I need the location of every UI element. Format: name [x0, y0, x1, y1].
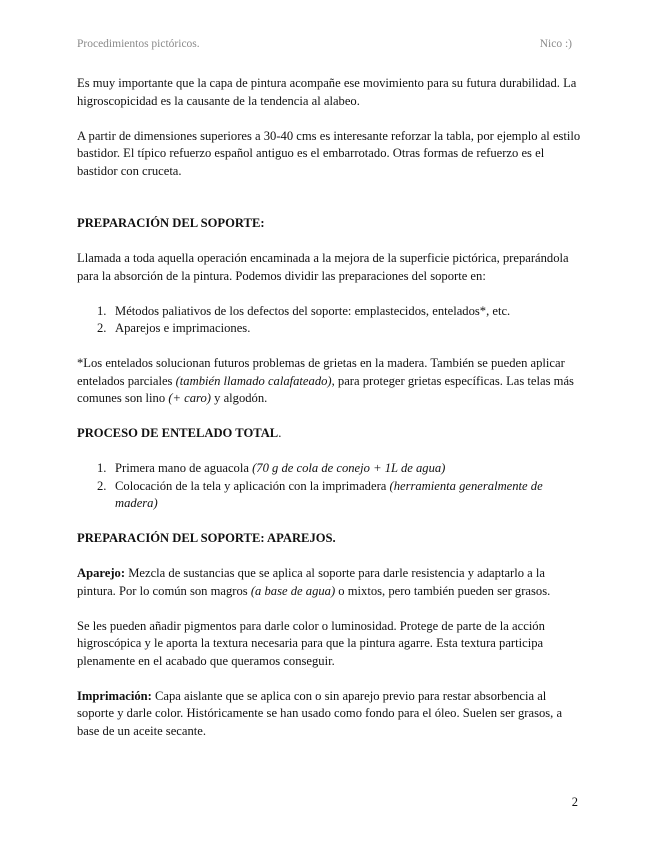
term-imprimacion: Imprimación: — [77, 688, 152, 703]
list-item-italic: (herramienta generalmente de madera) — [115, 478, 543, 510]
list-item-number: 1. — [97, 461, 107, 475]
document-body — [77, 75, 582, 740]
paragraph-entelados-note — [77, 355, 582, 408]
list-preparaciones — [77, 303, 582, 338]
list-item — [77, 478, 582, 513]
list-item-italic: (70 g de cola de conejo + 1L de agua) — [252, 461, 446, 475]
paragraph-aparejo — [77, 565, 582, 600]
imprimacion-text: Capa aislante que se aplica con o sin aparejo previo para restar absorbencia al soporte y darle color. Históricamente se han usado como fondo para el óleo. Suelen ser grasos, a base de un aceite secante. — [77, 688, 563, 738]
list-entelado-steps — [77, 460, 582, 513]
note-text: , para proteger grietas específicas. Las telas más comunes son lino — [77, 373, 574, 405]
heading-suffix: . — [278, 426, 282, 440]
paragraph-pigmentos: Se les pueden añadir pigmentos para darle color o luminosidad. Protege de parte de la acción higroscópica y le aporta la textura necesaria para que la pintura agarre. Esta textura participa plenamente en el acabado que queramos conseguir. — [77, 618, 545, 668]
section-heading-preparacion: PREPARACIÓN DEL SOPORTE: — [77, 216, 265, 230]
list-item-text: Métodos paliativos de los defectos del soporte: emplastecidos, entelados*, etc. — [115, 303, 511, 318]
paragraph-higroscopicity: Es muy importante que la capa de pintura acompañe ese movimiento para su futura durabilidad. La higroscopicidad es la causante de la tendencia al alabeo. — [77, 76, 577, 108]
paragraph-reinforcement: A partir de dimensiones superiores a 30-40 cms es interesante reforzar la tabla, por ejemplo al estilo bastidor. El típico refuerzo español antiguo es el embarrotado. Otras formas de refuerzo es el bastidor con cruceta. — [77, 128, 581, 178]
header-author: Nico :) — [539, 38, 572, 50]
section-heading-aparejos: PREPARACIÓN DEL SOPORTE: APAREJOS. — [77, 531, 336, 545]
list-item — [77, 460, 582, 478]
section-heading-entelado — [77, 425, 582, 443]
note-text: *Los entelados solucionan futuros problemas de grietas en la madera. También se pueden aplicar entelados parciales — [77, 356, 565, 388]
note-text: y algodón. — [210, 391, 268, 405]
aparejo-italic: (a base de agua) — [250, 583, 336, 598]
list-item — [77, 303, 582, 321]
list-item-number: 2. — [97, 478, 107, 493]
list-item-text: Colocación de la tela y aplicación con la imprimadera — [115, 478, 390, 493]
list-item-text: Primera mano de aguacola — [115, 461, 253, 475]
aparejo-text: o mixtos, pero también pueden ser grasos. — [335, 583, 551, 598]
list-item-number: 2. — [97, 321, 107, 335]
list-item — [77, 320, 582, 338]
note-italic-caro: (+ caro) — [168, 391, 211, 405]
list-item-text: Aparejos e imprimaciones. — [115, 321, 251, 335]
header-document-title: Procedimientos pictóricos. — [77, 38, 200, 50]
note-italic-calafateado: (también llamado calafateado) — [175, 373, 332, 388]
list-item-number: 1. — [97, 303, 107, 318]
paragraph-preparacion-intro: Llamada a toda aquella operación encaminada a la mejora de la superficie pictórica, preparándola para la absorción de la pintura. Podemos dividir las preparaciones del soporte en: — [77, 251, 569, 283]
page-header — [77, 38, 572, 54]
heading-text: PROCESO DE ENTELADO TOTAL — [77, 426, 279, 440]
term-aparejo: Aparejo: — [77, 566, 126, 580]
aparejo-text: Mezcla de sustancias que se aplica al soporte para darle resistencia y adaptarlo a la pintura. Por lo común son magros — [77, 566, 545, 598]
page-number: 2 — [571, 795, 578, 809]
paragraph-imprimacion — [77, 688, 582, 741]
